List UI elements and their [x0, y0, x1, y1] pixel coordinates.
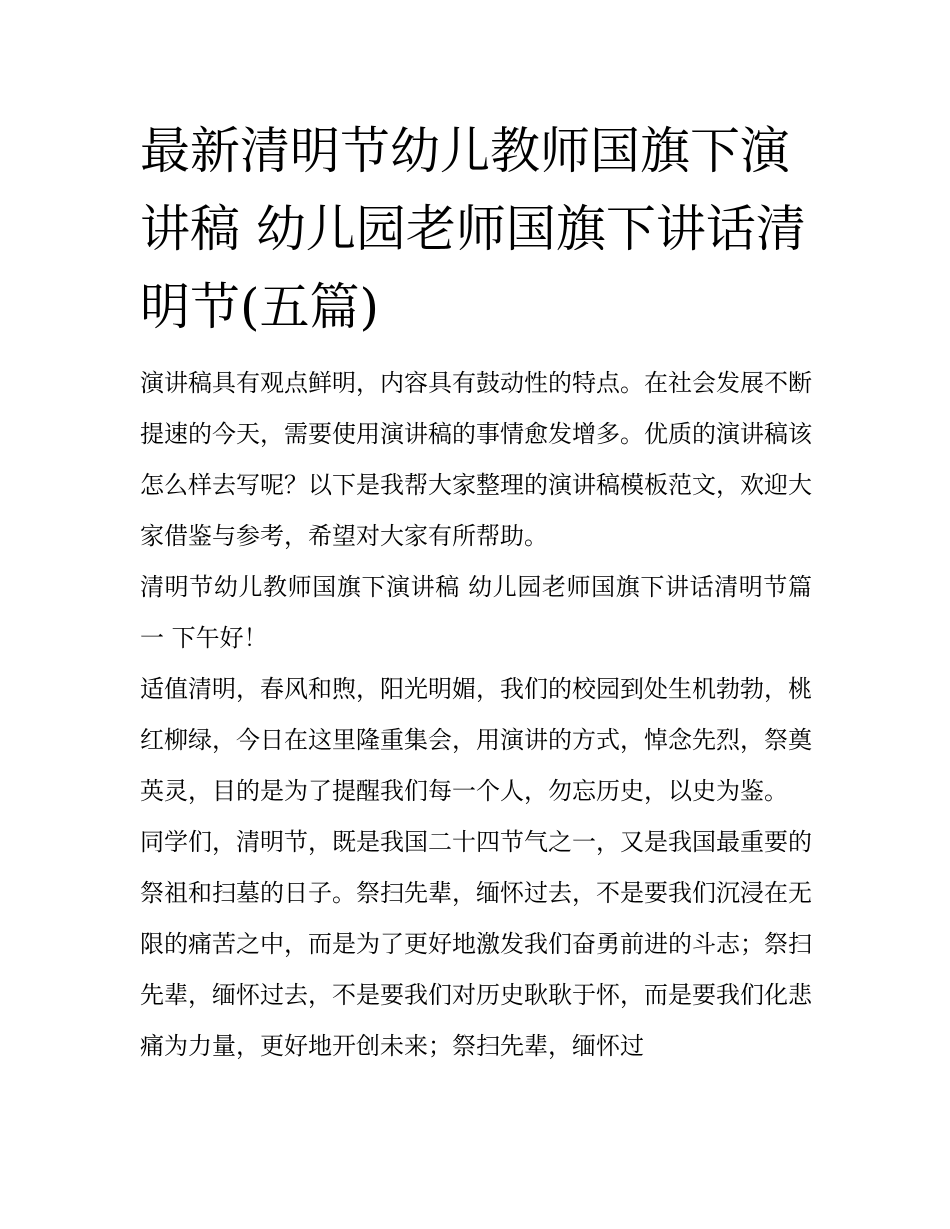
- intro-paragraph: 演讲稿具有观点鲜明，内容具有鼓动性的特点。在社会发展不断提速的今天，需要使用演讲稿的事情愈发增多。优质的演讲稿该怎么样去写呢？以下是我帮大家整理的演讲稿模板范文，欢迎大家借鉴与参考，希望对大家有所帮助。: [140, 369, 812, 550]
- section-heading-paragraph: 清明节幼儿教师国旗下演讲稿 幼儿园老师国旗下讲话清明节篇一 下午好！: [140, 573, 812, 652]
- document-title: 最新清明节幼儿教师国旗下演讲稿 幼儿园老师国旗下讲话清明节(五篇): [140, 122, 806, 336]
- body-paragraph-2: 同学们，清明节，既是我国二十四节气之一，又是我国最重要的祭祖和扫墓的日子。祭扫先辈，缅怀过去，不是要我们沉浸在无限的痛苦之中，而是为了更好地激发我们奋勇前进的斗志；祭扫先辈，缅怀过去，不是要我们对历史耿耿于怀，而是要我们化悲痛为力量，更好地开创未来；祭扫先辈，缅怀过: [140, 828, 812, 1060]
- document-page: [140, 112, 812, 1072]
- body-paragraph-1: 适值清明，春风和煦，阳光明媚，我们的校园到处生机勃勃，桃红柳绿，今日在这里隆重集会，用演讲的方式，悼念先烈，祭奠英灵，目的是为了提醒我们每一个人，勿忘历史，以史为鉴。: [140, 675, 812, 805]
